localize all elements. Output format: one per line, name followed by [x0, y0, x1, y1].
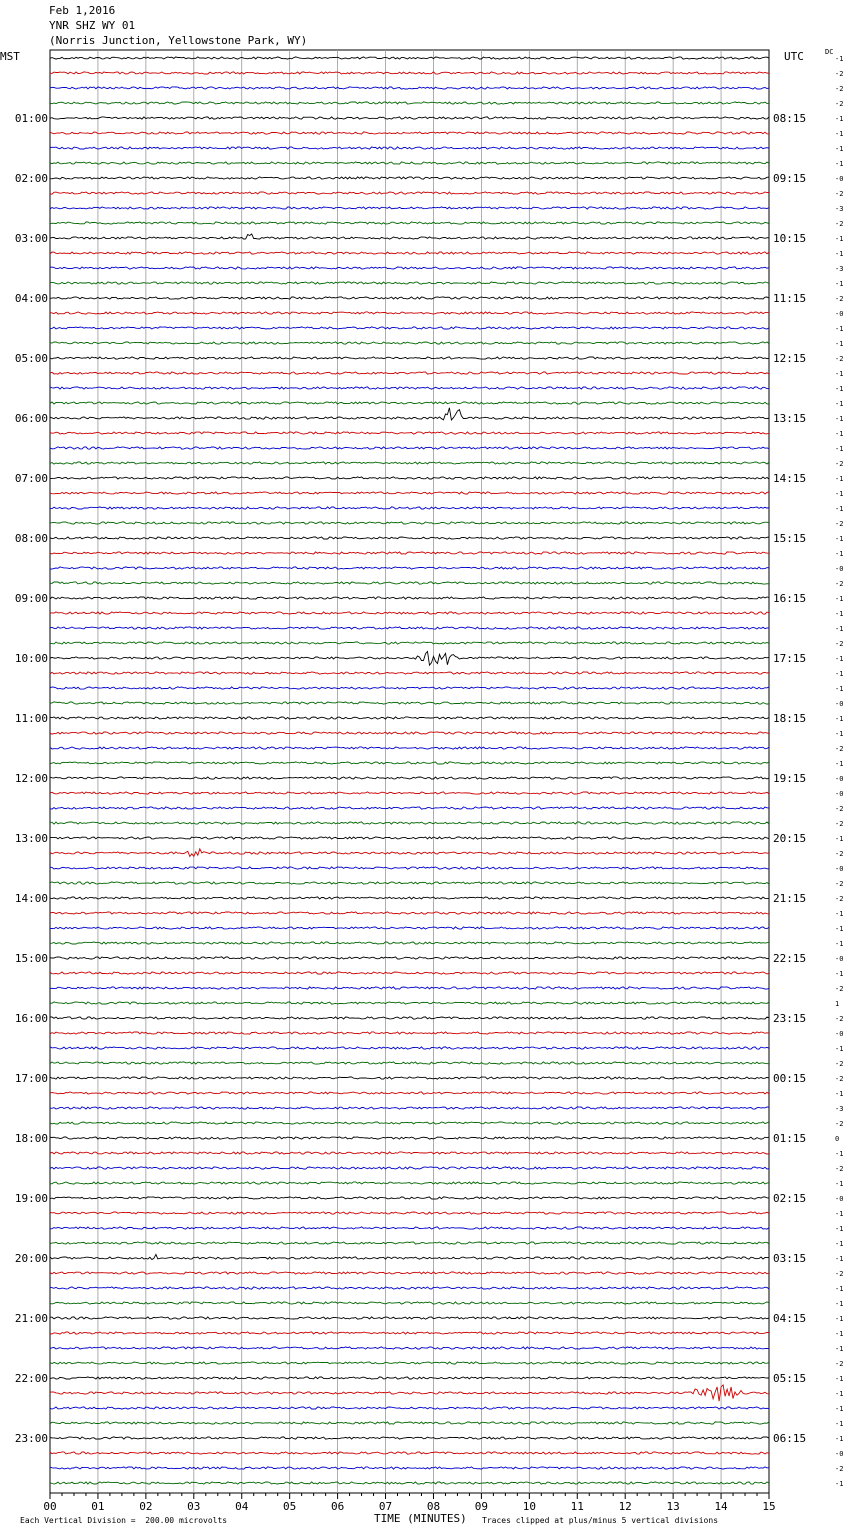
- trace-row-49: [50, 792, 769, 794]
- right-hour-label: 12:15: [773, 352, 807, 365]
- dc-offset-label: -1: [835, 670, 844, 678]
- x-tick-label: 05: [283, 1500, 297, 1513]
- left-hour-label: 19:00: [14, 1192, 48, 1205]
- station-location: (Norris Junction, Yellowstone Park, WY): [49, 34, 308, 47]
- right-hour-label: 13:15: [773, 412, 807, 425]
- dc-offset-label: -0: [835, 700, 844, 708]
- right-hour-label: 09:15: [773, 172, 807, 185]
- dc-offset-label: -2: [835, 295, 844, 303]
- trace-row-16: [50, 297, 769, 299]
- left-hour-label: 20:00: [14, 1252, 48, 1265]
- trace-row-67: [50, 1062, 769, 1064]
- left-hour-label: 15:00: [14, 952, 48, 965]
- x-tick-label: 01: [91, 1500, 105, 1513]
- trace-row-36: [50, 597, 769, 599]
- dc-offset-label: -2: [835, 85, 844, 93]
- dc-offset-label: -1: [835, 925, 844, 933]
- trace-row-26: [50, 447, 769, 449]
- trace-row-39: [50, 642, 769, 644]
- trace-row-21: [50, 372, 769, 374]
- dc-offset-label: -2: [835, 520, 844, 528]
- left-hour-label: 12:00: [14, 772, 48, 785]
- dc-offset-label: -1: [835, 625, 844, 633]
- clip-note: Traces clipped at plus/minus 5 vertical divisions: [482, 1516, 719, 1525]
- trace-row-75: [50, 1182, 769, 1184]
- dc-offset-label: -1: [835, 1045, 844, 1053]
- dc-offset-label: -1: [835, 1285, 844, 1293]
- trace-row-27: [50, 462, 769, 464]
- right-hour-label: 04:15: [773, 1312, 807, 1325]
- dc-offset-label: -1: [835, 415, 844, 423]
- trace-row-6: [50, 147, 769, 149]
- x-tick-label: 06: [330, 1500, 345, 1513]
- plot-frame: [50, 50, 769, 1493]
- right-hour-label: 15:15: [773, 532, 807, 545]
- dc-offset-label: -2: [835, 895, 844, 903]
- trace-row-74: [50, 1167, 769, 1169]
- dc-offset-label: -2: [835, 640, 844, 648]
- dc-offset-label: 1: [835, 1000, 840, 1008]
- right-hour-label: 00:15: [773, 1072, 807, 1085]
- dc-offset-label: -1: [835, 385, 844, 393]
- trace-row-84: [50, 1317, 769, 1319]
- trace-row-65: [50, 1032, 769, 1034]
- trace-row-63: [50, 1002, 769, 1004]
- dc-offset-label: -1: [835, 445, 844, 453]
- trace-row-53: [50, 849, 769, 857]
- dc-offset-label: -2: [835, 805, 844, 813]
- trace-row-64: [50, 1017, 769, 1019]
- right-hour-label: 19:15: [773, 772, 807, 785]
- dc-offset-label: -1: [835, 940, 844, 948]
- x-tick-label: 09: [474, 1500, 489, 1513]
- scale-note: Each Vertical Division = 200.00 microvolts: [20, 1516, 228, 1525]
- dc-offset-label: -2: [835, 460, 844, 468]
- trace-row-89: [50, 1385, 769, 1401]
- x-tick-label: 03: [187, 1500, 201, 1513]
- dc-offset-label: -1: [835, 550, 844, 558]
- trace-row-86: [50, 1347, 769, 1349]
- trace-row-71: [50, 1122, 769, 1124]
- dc-offset-label: -0: [835, 565, 844, 573]
- x-tick-label: 00: [43, 1500, 57, 1513]
- trace-row-38: [50, 627, 769, 629]
- trace-row-91: [50, 1422, 769, 1424]
- left-hour-label: 02:00: [14, 172, 48, 185]
- trace-row-50: [50, 807, 769, 809]
- dc-offset-label: -2: [835, 100, 844, 108]
- trace-row-32: [50, 537, 769, 539]
- trace-row-44: [50, 717, 769, 719]
- trace-row-76: [50, 1197, 769, 1199]
- right-hour-label: 16:15: [773, 592, 807, 605]
- dc-offset-label: -1: [835, 1180, 844, 1188]
- dc-offset-label: -2: [835, 220, 844, 228]
- dc-offset-label: -1: [835, 475, 844, 483]
- trace-row-8: [50, 177, 769, 179]
- trace-row-22: [50, 387, 769, 389]
- left-hour-label: 03:00: [14, 232, 48, 245]
- dc-offset-label: -1: [835, 340, 844, 348]
- trace-row-17: [50, 312, 769, 314]
- right-hour-label: 08:15: [773, 112, 807, 125]
- record-date: Feb 1,2016: [49, 4, 116, 17]
- trace-row-29: [50, 492, 769, 494]
- dc-offset-label: -1: [835, 430, 844, 438]
- trace-row-56: [50, 897, 769, 899]
- trace-row-43: [50, 702, 769, 704]
- dc-offset-label: -0: [835, 775, 844, 783]
- x-tick-label: 04: [235, 1500, 249, 1513]
- trace-row-33: [50, 552, 769, 554]
- trace-row-66: [50, 1047, 769, 1049]
- dc-offset-label: -1: [835, 145, 844, 153]
- trace-row-92: [50, 1437, 769, 1439]
- dc-offset-label: -2: [835, 580, 844, 588]
- left-timezone-label: MST: [0, 50, 20, 63]
- left-hour-label: 18:00: [14, 1132, 48, 1145]
- trace-row-28: [50, 477, 769, 479]
- trace-row-72: [50, 1137, 769, 1139]
- dc-offset-label: -2: [835, 745, 844, 753]
- trace-row-83: [50, 1302, 769, 1304]
- trace-row-95: [50, 1482, 769, 1484]
- x-tick-label: 02: [139, 1500, 153, 1513]
- trace-row-55: [50, 882, 769, 884]
- dc-offset-label: -2: [835, 850, 844, 858]
- trace-row-40: [50, 652, 769, 666]
- dc-offset-label: -0: [835, 1030, 844, 1038]
- dc-offset-label: -3: [835, 1105, 844, 1113]
- trace-row-45: [50, 732, 769, 734]
- x-axis-label: TIME (MINUTES): [374, 1512, 467, 1525]
- trace-row-19: [50, 342, 769, 344]
- trace-row-61: [50, 972, 769, 974]
- dc-offset-label: -2: [835, 1120, 844, 1128]
- trace-row-69: [50, 1092, 769, 1094]
- station-code: YNR SHZ WY 01: [49, 19, 136, 32]
- trace-row-5: [50, 132, 769, 134]
- dc-offset-label: -1: [835, 910, 844, 918]
- trace-row-85: [50, 1332, 769, 1334]
- dc-offset-label: -1: [835, 760, 844, 768]
- right-hour-label: 11:15: [773, 292, 807, 305]
- left-hour-label: 22:00: [14, 1372, 48, 1385]
- dc-offset-label: -2: [835, 985, 844, 993]
- dc-offset-label: -1: [835, 505, 844, 513]
- trace-row-93: [50, 1452, 769, 1454]
- dc-offset-label: -1: [835, 130, 844, 138]
- x-tick-label: 11: [570, 1500, 584, 1513]
- trace-row-79: [50, 1242, 769, 1244]
- dc-label: DC: [825, 48, 834, 56]
- trace-row-0: [50, 57, 769, 59]
- trace-row-46: [50, 747, 769, 749]
- trace-row-31: [50, 522, 769, 524]
- trace-row-78: [50, 1227, 769, 1229]
- trace-row-94: [50, 1467, 769, 1469]
- trace-row-87: [50, 1362, 769, 1364]
- right-hour-label: 20:15: [773, 832, 807, 845]
- x-tick-label: 10: [522, 1500, 536, 1513]
- trace-row-2: [50, 87, 769, 89]
- dc-offset-label: -1: [835, 280, 844, 288]
- trace-row-88: [50, 1377, 769, 1379]
- trace-row-57: [50, 912, 769, 914]
- left-hour-label: 01:00: [14, 112, 48, 125]
- right-hour-label: 03:15: [773, 1252, 807, 1265]
- dc-offset-label: -1: [835, 535, 844, 543]
- dc-offset-label: -1: [835, 400, 844, 408]
- trace-row-80: [50, 1254, 769, 1259]
- trace-row-3: [50, 102, 769, 104]
- dc-offset-label: -1: [835, 235, 844, 243]
- trace-row-82: [50, 1287, 769, 1289]
- trace-row-34: [50, 567, 769, 569]
- dc-offset-label: -1: [835, 685, 844, 693]
- x-tick-label: 12: [618, 1500, 632, 1513]
- right-hour-label: 22:15: [773, 952, 807, 965]
- dc-offset-label: -2: [835, 1060, 844, 1068]
- trace-row-90: [50, 1407, 769, 1409]
- trace-row-20: [50, 357, 769, 359]
- dc-offset-label: -2: [835, 1270, 844, 1278]
- trace-row-60: [50, 957, 769, 959]
- dc-offset-label: -0: [835, 1195, 844, 1203]
- trace-row-48: [50, 777, 769, 779]
- dc-offset-label: -1: [835, 595, 844, 603]
- left-hour-label: 23:00: [14, 1432, 48, 1445]
- left-hour-label: 07:00: [14, 472, 48, 485]
- dc-offset-label: -1: [835, 1420, 844, 1428]
- trace-row-9: [50, 192, 769, 194]
- trace-row-42: [50, 687, 769, 689]
- dc-offset-label: -1: [835, 1090, 844, 1098]
- dc-offset-label: -0: [835, 790, 844, 798]
- dc-offset-label: -1: [835, 1390, 844, 1398]
- trace-row-47: [50, 762, 769, 764]
- left-hour-label: 05:00: [14, 352, 48, 365]
- left-hour-label: 17:00: [14, 1072, 48, 1085]
- dc-offset-label: -1: [835, 250, 844, 258]
- right-hour-label: 05:15: [773, 1372, 807, 1385]
- dc-offset-label: -1: [835, 835, 844, 843]
- dc-offset-label: -1: [835, 1225, 844, 1233]
- left-hour-label: 21:00: [14, 1312, 48, 1325]
- trace-row-59: [50, 942, 769, 944]
- trace-row-12: [50, 234, 769, 239]
- right-hour-label: 18:15: [773, 712, 807, 725]
- x-tick-label: 15: [762, 1500, 776, 1513]
- dc-offset-label: -3: [835, 205, 844, 213]
- trace-row-35: [50, 582, 769, 584]
- dc-offset-label: -2: [835, 1075, 844, 1083]
- left-hour-label: 04:00: [14, 292, 48, 305]
- dc-offset-label: 0: [835, 1135, 840, 1143]
- trace-row-54: [50, 867, 769, 869]
- trace-row-10: [50, 207, 769, 209]
- dc-offset-label: -1: [835, 1300, 844, 1308]
- dc-offset-label: -1: [835, 115, 844, 123]
- x-tick-label: 08: [426, 1500, 441, 1513]
- trace-row-81: [50, 1272, 769, 1274]
- trace-row-52: [50, 837, 769, 839]
- x-tick-label: 07: [378, 1500, 393, 1513]
- right-hour-label: 14:15: [773, 472, 807, 485]
- trace-row-11: [50, 222, 769, 224]
- dc-offset-label: -2: [835, 1015, 844, 1023]
- dc-offset-label: -2: [835, 190, 844, 198]
- trace-row-77: [50, 1212, 769, 1214]
- dc-offset-label: -2: [835, 1360, 844, 1368]
- dc-offset-label: -0: [835, 955, 844, 963]
- trace-row-37: [50, 612, 769, 614]
- trace-row-25: [50, 432, 769, 434]
- dc-offset-label: -1: [835, 1240, 844, 1248]
- dc-offset-label: -2: [835, 880, 844, 888]
- dc-offset-label: -0: [835, 865, 844, 873]
- trace-row-1: [50, 72, 769, 74]
- trace-row-30: [50, 507, 769, 509]
- dc-offset-label: -2: [835, 355, 844, 363]
- dc-offset-label: -0: [835, 175, 844, 183]
- dc-offset-label: -1: [835, 730, 844, 738]
- left-hour-label: 13:00: [14, 832, 48, 845]
- dc-offset-label: -1: [835, 1375, 844, 1383]
- dc-offset-label: -1: [835, 610, 844, 618]
- right-hour-label: 10:15: [773, 232, 807, 245]
- dc-offset-label: -1: [835, 1255, 844, 1263]
- right-hour-label: 01:15: [773, 1132, 807, 1145]
- trace-row-70: [50, 1107, 769, 1109]
- trace-row-58: [50, 927, 769, 929]
- right-hour-label: 17:15: [773, 652, 807, 665]
- left-hour-label: 10:00: [14, 652, 48, 665]
- right-hour-label: 21:15: [773, 892, 807, 905]
- dc-offset-label: -2: [835, 70, 844, 78]
- trace-row-24: [50, 408, 769, 420]
- trace-row-14: [50, 267, 769, 269]
- trace-row-18: [50, 327, 769, 329]
- trace-row-15: [50, 282, 769, 284]
- dc-offset-label: -1: [835, 1435, 844, 1443]
- dc-offset-label: -2: [835, 1165, 844, 1173]
- left-hour-label: 14:00: [14, 892, 48, 905]
- x-tick-label: 14: [714, 1500, 728, 1513]
- dc-offset-label: -1: [835, 970, 844, 978]
- x-tick-label: 13: [666, 1500, 680, 1513]
- dc-offset-label: -1: [835, 1315, 844, 1323]
- dc-offset-label: -1: [835, 490, 844, 498]
- trace-row-41: [50, 672, 769, 674]
- trace-row-62: [50, 987, 769, 989]
- left-hour-label: 09:00: [14, 592, 48, 605]
- dc-offset-label: -1: [835, 1345, 844, 1353]
- right-timezone-label: UTC: [784, 50, 804, 63]
- dc-offset-label: -2: [835, 1465, 844, 1473]
- dc-offset-label: -1: [835, 1210, 844, 1218]
- dc-offset-label: -1: [835, 160, 844, 168]
- trace-row-73: [50, 1152, 769, 1154]
- left-hour-label: 16:00: [14, 1012, 48, 1025]
- dc-offset-label: -1: [835, 1480, 844, 1488]
- right-hour-label: 02:15: [773, 1192, 807, 1205]
- dc-offset-label: -0: [835, 310, 844, 318]
- right-hour-label: 23:15: [773, 1012, 807, 1025]
- dc-offset-label: -1: [835, 715, 844, 723]
- dc-offset-label: -1: [835, 1330, 844, 1338]
- left-hour-label: 06:00: [14, 412, 48, 425]
- right-hour-label: 06:15: [773, 1432, 807, 1445]
- dc-offset-label: -1: [835, 1405, 844, 1413]
- dc-offset-label: -0: [835, 1450, 844, 1458]
- trace-row-13: [50, 252, 769, 254]
- dc-offset-label: -3: [835, 265, 844, 273]
- dc-offset-label: -1: [835, 370, 844, 378]
- left-hour-label: 11:00: [14, 712, 48, 725]
- trace-row-51: [50, 822, 769, 824]
- left-hour-label: 08:00: [14, 532, 48, 545]
- trace-row-4: [50, 117, 769, 119]
- trace-row-7: [50, 162, 769, 164]
- dc-offset-label: -2: [835, 820, 844, 828]
- dc-offset-label: -1: [835, 655, 844, 663]
- dc-offset-label: -1: [835, 1150, 844, 1158]
- dc-offset-label: -1: [835, 55, 844, 63]
- trace-row-23: [50, 402, 769, 404]
- dc-offset-label: -1: [835, 325, 844, 333]
- trace-row-68: [50, 1077, 769, 1079]
